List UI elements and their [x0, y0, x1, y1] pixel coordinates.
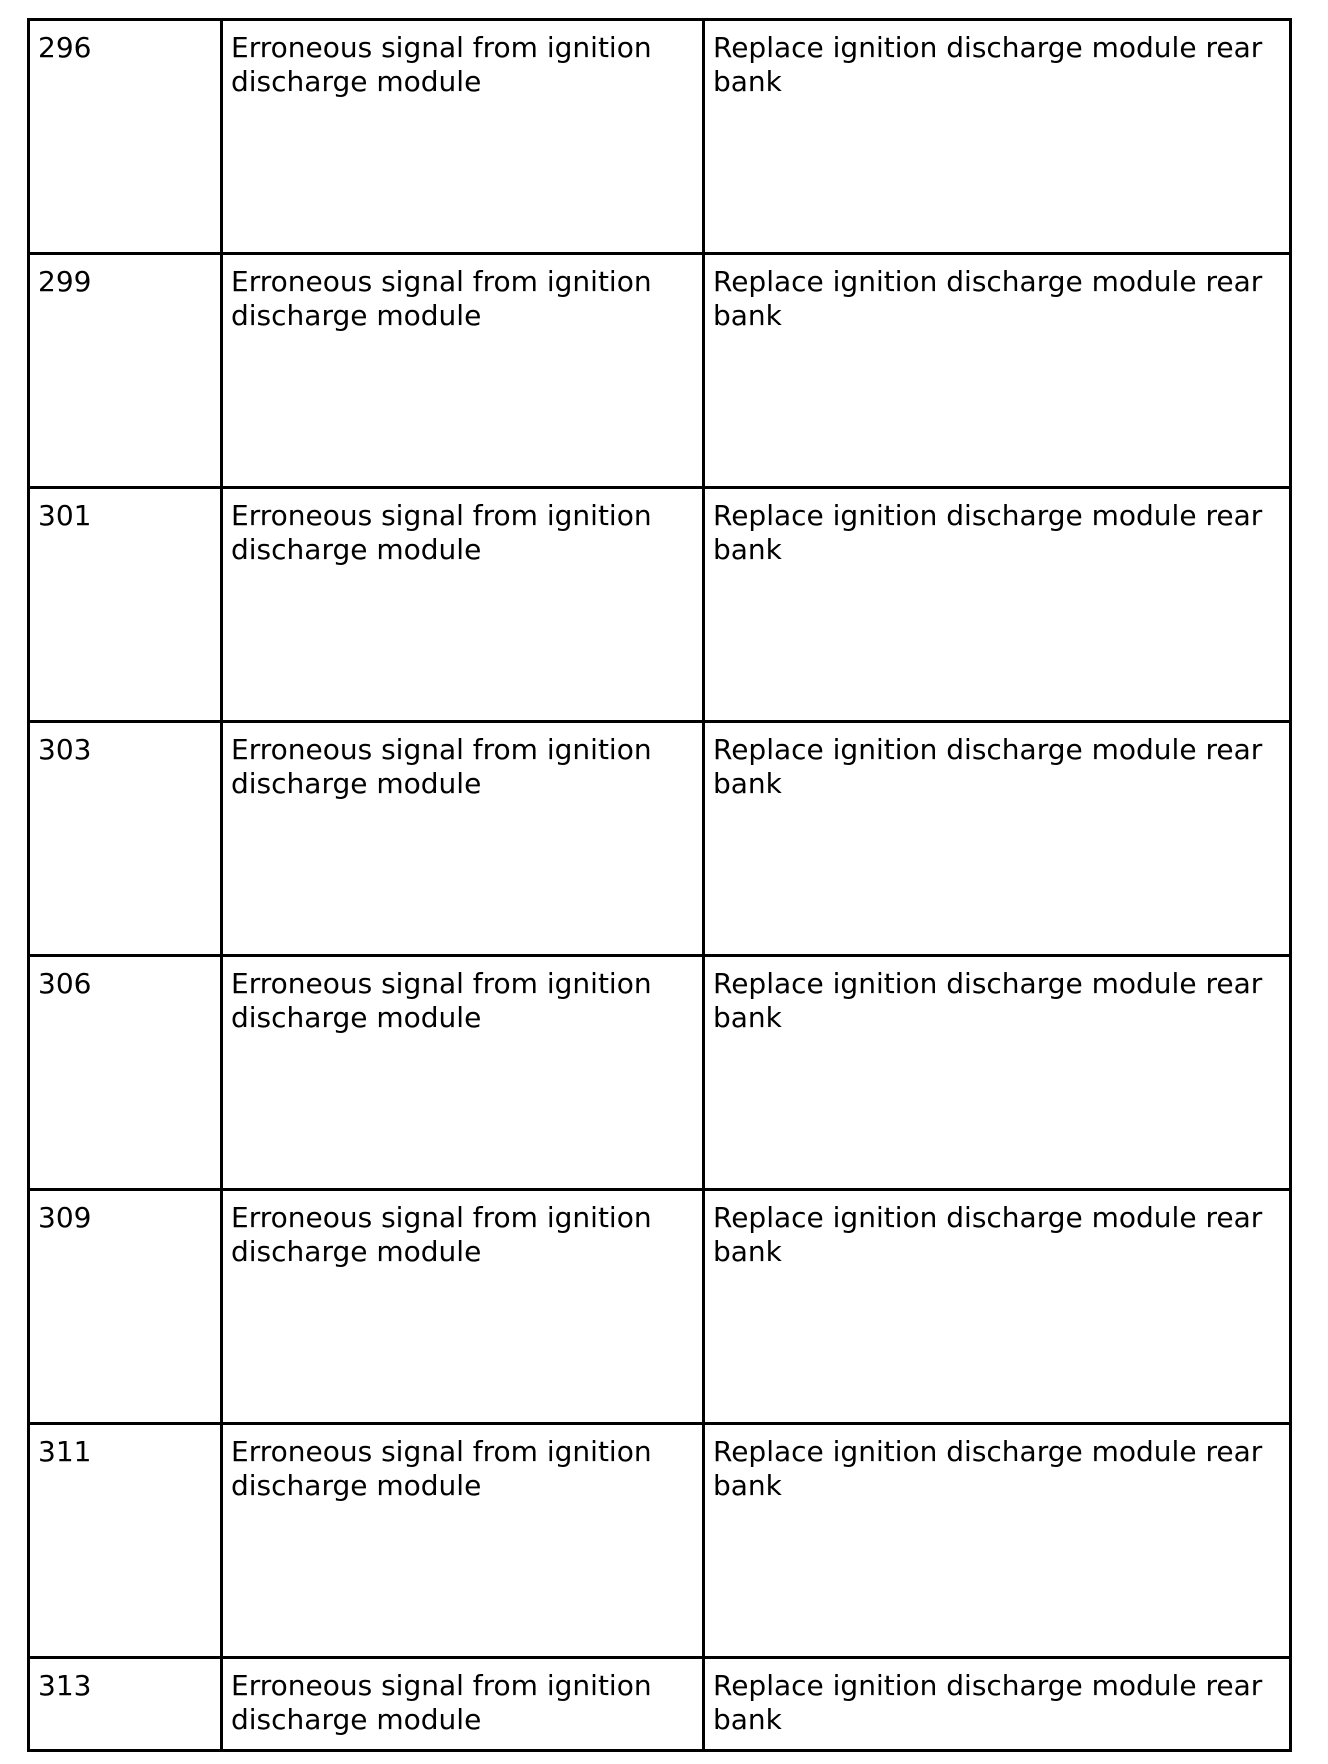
action-cell: Replace ignition discharge module rear bank	[704, 488, 1291, 722]
action-cell: Replace ignition discharge module rear bank	[704, 254, 1291, 488]
table-row	[29, 722, 1291, 956]
fault-code-cell: 313	[29, 1658, 222, 1751]
cause-cell: Erroneous signal from ignition discharge module	[222, 1424, 704, 1658]
table-row	[29, 1190, 1291, 1424]
fault-code-cell: 296	[29, 20, 222, 254]
fault-code-table	[27, 18, 1292, 1752]
fault-code-cell: 309	[29, 1190, 222, 1424]
table-row	[29, 1424, 1291, 1658]
action-cell: Replace ignition discharge module rear bank	[704, 20, 1291, 254]
cause-cell: Erroneous signal from ignition discharge module	[222, 1190, 704, 1424]
fault-code-cell: 303	[29, 722, 222, 956]
cause-cell: Erroneous signal from ignition discharge module	[222, 488, 704, 722]
action-cell: Replace ignition discharge module rear bank	[704, 1424, 1291, 1658]
table-row	[29, 20, 1291, 254]
cause-cell: Erroneous signal from ignition discharge module	[222, 254, 704, 488]
table-row	[29, 488, 1291, 722]
fault-code-cell: 299	[29, 254, 222, 488]
table-row	[29, 956, 1291, 1190]
action-cell: Replace ignition discharge module rear bank	[704, 956, 1291, 1190]
fault-code-cell: 311	[29, 1424, 222, 1658]
action-cell: Replace ignition discharge module rear bank	[704, 722, 1291, 956]
table-row	[29, 1658, 1291, 1751]
table-row	[29, 254, 1291, 488]
action-cell: Replace ignition discharge module rear bank	[704, 1190, 1291, 1424]
cause-cell: Erroneous signal from ignition discharge module	[222, 956, 704, 1190]
action-cell: Replace ignition discharge module rear bank	[704, 1658, 1291, 1751]
cause-cell: Erroneous signal from ignition discharge module	[222, 20, 704, 254]
fault-code-cell: 306	[29, 956, 222, 1190]
cause-cell: Erroneous signal from ignition discharge module	[222, 1658, 704, 1751]
cause-cell: Erroneous signal from ignition discharge module	[222, 722, 704, 956]
fault-code-cell: 301	[29, 488, 222, 722]
